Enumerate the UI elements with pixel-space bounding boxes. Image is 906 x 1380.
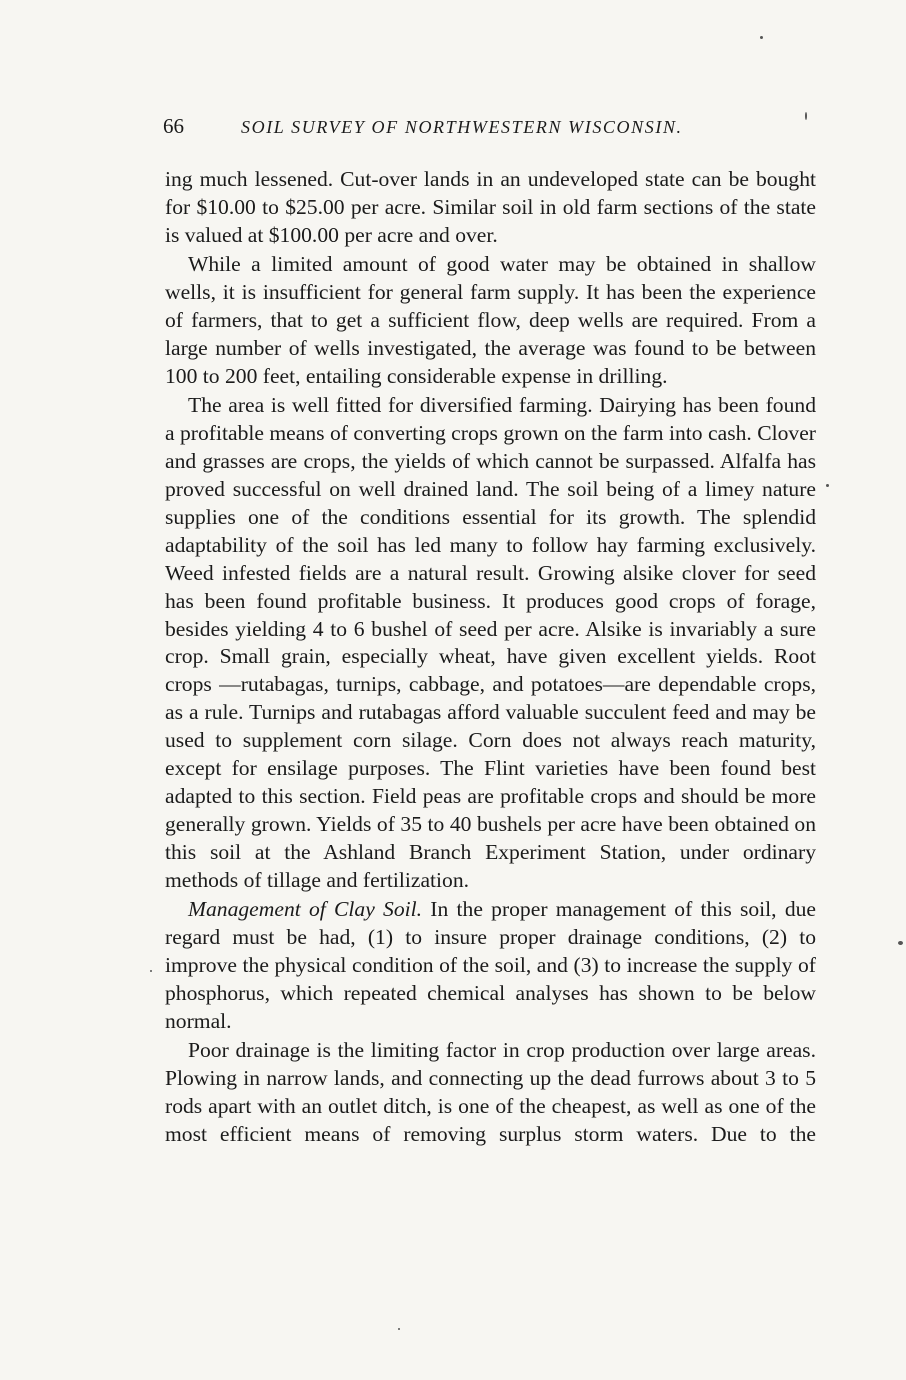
section-heading: Management of Clay Soil. bbox=[188, 897, 423, 922]
paragraph-management bbox=[165, 896, 816, 1036]
paragraph-farming: The area is well fitted for diversified farming. Dairying has been found a profitable means of converting crops grown on the farm into cash. Clover and grasses are crops, the yields of which cannot be surpassed. Alfalfa has proved successful on well drained land. The soil being of a limey nature supplies one of the conditions essential for its growth. The splendid adaptability of the soil has led many to follow hay farming exclusively. Weed infested fields are a natural result. Growing alsike clover for seed has been found profitable business. It produces good crops of forage, besides yielding 4 to 6 bushel of seed per acre. Alsike is invariably a sure crop. Small grain, especially wheat, have given excellent yields. Root crops —rutabagas, turnips, cabbage, and potatoes—are dependable crops, as a rule. Turnips and rutabagas afford valuable succulent feed and may be used to supplement corn silage. Corn does not always reach maturity, except for ensilage purposes. The Flint varieties have been found best adapted to this section. Field peas are profitable crops and should be more generally grown. Yields of 35 to 40 bushels per acre have been obtained on this soil at the Ashland Branch Experiment Station, under ordinary methods of tillage and fertilization. bbox=[165, 393, 816, 892]
running-title: SOIL SURVEY OF NORTHWESTERN WISCONSIN. bbox=[241, 117, 683, 137]
paragraph-drainage: Poor drainage is the limiting factor in crop production over large areas. Plowing in narrow lands, and connecting up the dead furrows about 3 to 5 rods apart with an outlet ditch, is one of the cheapest, as well as one of the most efficient means of removing surplus storm waters. Due to the bbox=[165, 1038, 816, 1146]
paragraph-land-values: ing much lessened. Cut-over lands in an undeveloped state can be bought for $10.00 to $25.00 per acre. Similar soil in old farm sections of the state is valued at $100.00 per acre and over. bbox=[165, 167, 816, 247]
paper-speck bbox=[898, 941, 903, 945]
paper-speck bbox=[760, 36, 763, 39]
paragraph-management-text: In the proper management of this soil, due regard must be had, (1) to insure proper drainage conditions, (2) to improve the physical condition of the soil, and (3) to increase the supply of phosphorus, which repeated chemical analyses has shown to be below normal. bbox=[165, 897, 816, 1033]
paragraph-water-supply: While a limited amount of good water may be obtained in shallow wells, it is insufficient for general farm supply. It has been the experience of farmers, that to get a sufficient flow, deep wells are required. From a large number of wells investigated, the average was found to be between 100 to 200 feet, entailing considerable expense in drilling. bbox=[165, 252, 816, 388]
paper-speck bbox=[826, 484, 829, 487]
paper-speck bbox=[398, 1328, 400, 1330]
page-header bbox=[163, 114, 823, 144]
body-text bbox=[165, 166, 816, 1150]
paper-speck bbox=[805, 112, 807, 120]
page-number: 66 bbox=[163, 114, 184, 138]
paper-speck bbox=[150, 970, 152, 972]
